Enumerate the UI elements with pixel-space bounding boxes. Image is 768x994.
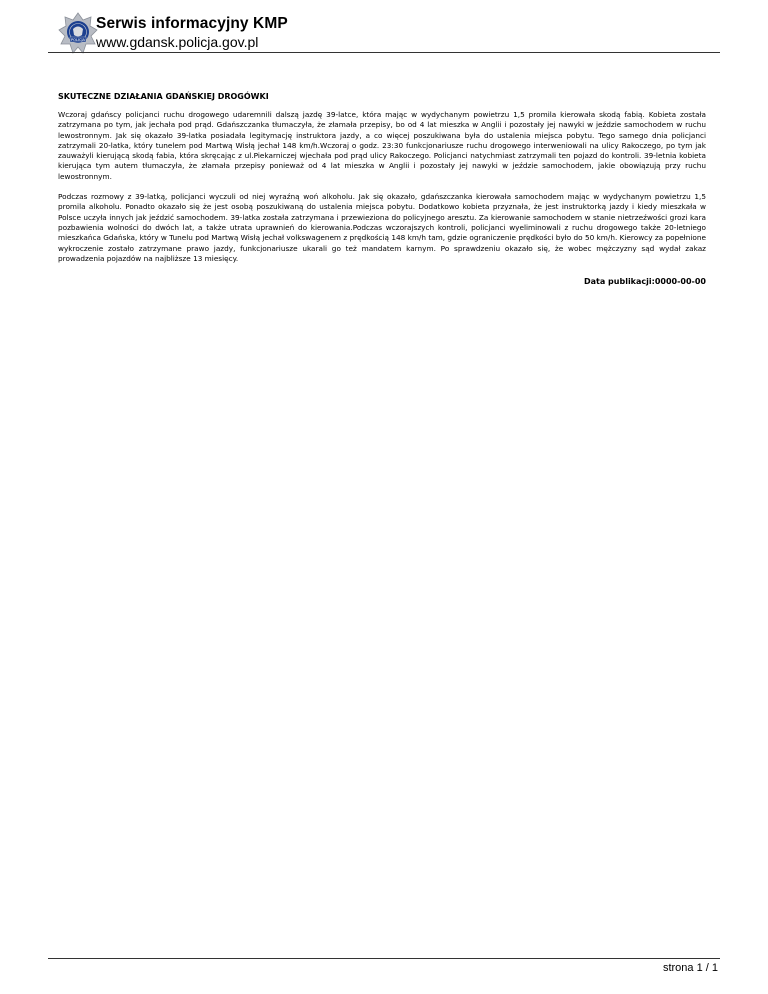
- site-url[interactable]: www.gdansk.policja.gov.pl: [96, 34, 259, 50]
- article-paragraph: Wczoraj gdańscy policjanci ruchu drogowego udaremnili dalszą jazdę 39-latce, która mając w wydychanym powietrzu 1,5 promila kierowała skodą fabią. Kobieta została zatrzymana po tym, jak jechała pod prąd. Gdańszczanka tłumaczyła, że złamała przepisy, bo od 4 lat mieszka w Anglii i pozostały jej nawyki w jeździe samochodem w ruchu lewostronnym. Jak się okazało 39-latka posiadała legitymację instruktora jazdy, a co więcej poszukiwana była do ustalenia miejsca pobytu. Tego samego dnia policjanci zatrzymali 20-latka, który tunelem pod Martwą Wisłą jechał 148 km/h.Wczoraj o godz. 23:30 funkcjonariusze ruchu drogowego interweniowali na ulicy Rakoczego, po tym jak zauważyli kierującą skodą fabia, która skręcając z ul.Piekarniczej wjechała pod prąd ulicy Rakoczego. Policjanci natychmiast zatrzymali ten pojazd do kontroli. 39-letnia kobieta kierująca tym autem tłumaczyła, że złamała przepisy ponieważ od 4 lat mieszka w Anglii i pozostały jej nawyki w jeździe samochodem, jakie obowiązują przy ruchu lewostronnym.: [58, 110, 706, 181]
- site-title: Serwis informacyjny KMP: [96, 15, 288, 32]
- article-title: SKUTECZNE DZIAŁANIA GDAŃSKIEJ DROGÓWKI: [58, 92, 269, 101]
- article-body: [58, 110, 706, 274]
- logo-text: POLICJA: [70, 38, 86, 42]
- footer-divider: [48, 958, 720, 959]
- header-divider: [48, 52, 720, 53]
- page-number: strona 1 / 1: [662, 962, 718, 974]
- police-star-badge-icon: [58, 12, 98, 56]
- article-paragraph: Podczas rozmowy z 39-latką, policjanci wyczuli od niej wyraźną woń alkoholu. Jak się okazało, gdańszczanka kierowała samochodem mając w wydychanym powietrzu 1,5 promila alkoholu. Ponadto okazało się że jest osobą poszukiwaną do ustalenia miejsca pobytu. Dodatkowo kobieta przyznała, że jest instruktorką jazdy i kiedy mieszkała w Polsce uczyła innych jak jeździć samochodem. 39-latka została zatrzymana i przewieziona do policyjnego aresztu. Za kierowanie samochodem w stanie nietrzeźwości grozi kara pozbawienia wolności do dwóch lat, a także utrata uprawnień do kierowania.Podczas wczorajszych kontroli, policjanci wyeliminowali z ruchu drogowego także 20-letniego mieszkańca Gdańska, który w Tunelu pod Martwą Wisłą jechał volkswagenem z prędkością 148 km/h tam, gdzie ograniczenie prędkości było do 50 km/h. Kierowcy za popełnione wykroczenie zostało zatrzymane prawo jazdy, funkcjonariusze ukarali go też mandatem karnym. Po sprawdzeniu okazało się, że wobec mężczyzny sąd wydał zakaz prowadzenia pojazdów na najbliższe 13 miesięcy.: [58, 192, 706, 263]
- publication-date: Data publikacji:0000-00-00: [584, 277, 706, 286]
- page-header: [50, 10, 720, 52]
